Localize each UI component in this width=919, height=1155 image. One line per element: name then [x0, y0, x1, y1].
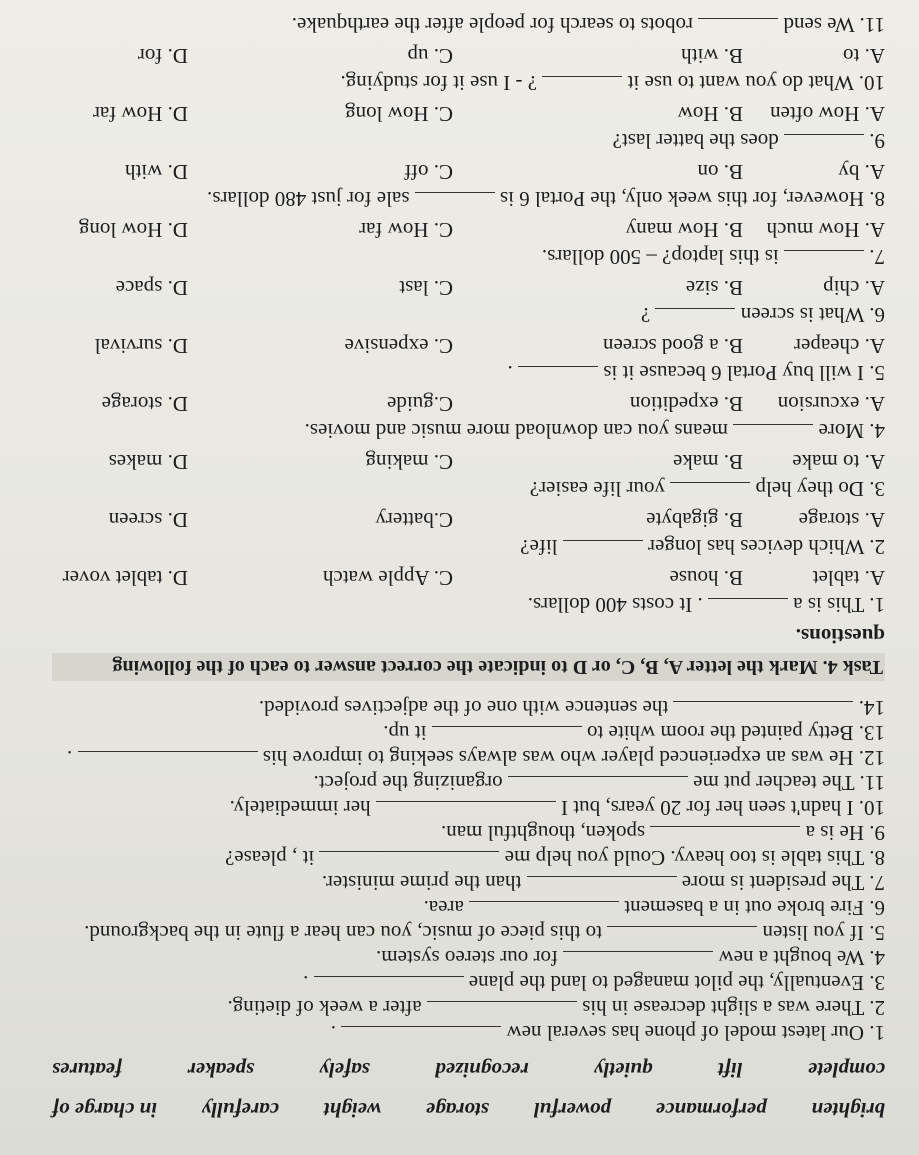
word-bank-word: brighten [811, 1098, 885, 1122]
item-number: 2. [864, 996, 885, 1020]
question-stem [52, 591, 885, 618]
word-bank-word: powerful [533, 1098, 611, 1122]
answer-blank[interactable] [656, 308, 736, 326]
answer-blank[interactable] [376, 801, 556, 819]
item-number: 7. [864, 871, 885, 895]
answer-option[interactable]: A. How much [766, 218, 885, 242]
word-bank-word: features [52, 1058, 123, 1082]
question-stem [52, 243, 885, 270]
fill-in-sentence [52, 720, 885, 745]
sentence-start: Betty painted the room white to [581, 721, 854, 745]
sentence-end: the sentence with one of the adjectives provided. [258, 696, 674, 720]
item-number: 12. [853, 746, 885, 770]
question-end: robots to search for people after the earthquake. [291, 13, 699, 37]
question-end: life? [520, 535, 563, 559]
sentence-start: The president is more [676, 871, 865, 895]
sentence-start: He is a [800, 821, 864, 845]
question-start: Which devices has longer [642, 535, 865, 559]
sentence-end: it , please? [224, 846, 320, 870]
sentence-start: This table is too heavy. Could you help me [499, 846, 865, 870]
fill-in-sentence [52, 795, 885, 820]
fill-in-sentence [52, 920, 885, 945]
question-number: 1. [864, 593, 885, 617]
question-start: What do you want to use it [622, 71, 854, 95]
sentence-start: I hadn't seen her for 20 years, but I [555, 796, 854, 820]
item-number: 10. [853, 796, 885, 820]
answer-option[interactable]: A. chip [823, 276, 885, 300]
question-number: 3. [864, 477, 885, 501]
answer-options [52, 506, 885, 533]
answer-option[interactable]: C.guide [387, 392, 453, 416]
fill-in-sentence [52, 1020, 885, 1045]
sentence-start: If you listen [757, 921, 864, 945]
answer-option[interactable]: D. storage [101, 392, 188, 416]
answer-blank[interactable] [341, 1026, 501, 1044]
question-start: This is a [787, 593, 865, 617]
answer-option[interactable]: A. How often [770, 102, 885, 126]
question-number: 8. [864, 187, 885, 211]
answer-option[interactable]: C. How long [345, 102, 453, 126]
question-start: I will buy Portal 6 because it is [598, 361, 864, 385]
sentence-end: . [67, 746, 78, 770]
word-bank [52, 1053, 885, 1127]
sentence-end: to this piece of music, you can hear a flute in the background. [84, 921, 608, 945]
answer-option[interactable]: C. last [399, 276, 453, 300]
item-number: 11. [854, 771, 885, 795]
answer-option[interactable]: B. How [677, 102, 743, 126]
word-bank-row [52, 1053, 885, 1087]
task4-heading [52, 653, 885, 681]
sentence-end: her immediately. [229, 796, 376, 820]
answer-option[interactable]: A. to make [792, 450, 885, 474]
item-number: 14. [853, 696, 885, 720]
question-start: More [813, 419, 864, 443]
question-number: 6. [864, 303, 885, 327]
answer-blank[interactable] [432, 726, 582, 744]
answer-option[interactable]: D. space [115, 276, 188, 300]
question-number: 7. [864, 245, 885, 269]
question-start: What is screen [735, 303, 865, 327]
question-start: Do they help [750, 477, 864, 501]
answer-option[interactable]: B. size [685, 276, 743, 300]
question-number: 2. [864, 535, 885, 559]
question-stem [52, 69, 885, 96]
word-bank-word: carefully [201, 1098, 279, 1122]
answer-option[interactable]: B. How many [625, 218, 743, 242]
word-bank-word: storage [425, 1098, 489, 1122]
answer-option[interactable]: D. survival [94, 334, 188, 358]
question-stem [52, 417, 885, 444]
word-bank-word: weight [323, 1098, 381, 1122]
answer-blank[interactable] [518, 366, 598, 384]
question-number: 9. [864, 129, 885, 153]
answer-option[interactable]: C. up [407, 44, 453, 68]
fill-in-sentence [52, 745, 885, 770]
question-number: 4. [864, 419, 885, 443]
question-stem [52, 533, 885, 560]
answer-option[interactable]: D. with [125, 160, 188, 184]
answer-option[interactable]: A. storage [798, 508, 885, 532]
fill-in-sentence [52, 770, 885, 795]
answer-blank[interactable] [319, 851, 499, 869]
answer-options [52, 564, 885, 591]
word-bank-word: lift [718, 1058, 743, 1082]
answer-blank[interactable] [674, 701, 854, 719]
answer-blank[interactable] [708, 598, 788, 616]
sentence-end: it up. [383, 721, 432, 745]
answer-option[interactable]: A. to [843, 44, 885, 68]
question-end: does the batter last? [612, 129, 784, 153]
answer-blank[interactable] [784, 250, 864, 268]
answer-blank[interactable] [563, 951, 713, 969]
answer-option[interactable]: A. by [838, 160, 885, 184]
word-bank-word: safely [319, 1058, 370, 1082]
question-start: We send [778, 13, 855, 37]
question-stem [52, 359, 885, 386]
sentence-start: Fire broke out in a basement [619, 896, 864, 920]
answer-blank[interactable] [563, 540, 643, 558]
fill-in-sentence [52, 995, 885, 1020]
question-number: 10. [853, 71, 885, 95]
answer-blank[interactable] [650, 826, 800, 844]
answer-option[interactable]: B. gigabyte [646, 508, 743, 532]
answer-options [52, 216, 885, 243]
fill-in-sentence [52, 895, 885, 920]
item-number: 6. [864, 896, 885, 920]
answer-option[interactable]: C. Apple watch [322, 566, 453, 590]
question-stem [52, 185, 885, 212]
word-bank-word: complete [808, 1058, 885, 1082]
question-stem [52, 11, 885, 38]
question-end: is this laptop? – 500 dollars. [541, 245, 784, 269]
sentence-end: organizing the project. [313, 771, 508, 795]
item-number: 9. [864, 821, 885, 845]
sentence-end: area. [423, 896, 470, 920]
answer-blank[interactable] [415, 192, 495, 210]
fill-in-sentence [52, 845, 885, 870]
answer-options [52, 158, 885, 185]
answer-options [52, 448, 885, 475]
answer-options [52, 42, 885, 69]
question-number: 11. [854, 13, 885, 37]
item-number: 13. [853, 721, 885, 745]
question-end: ? [640, 303, 656, 327]
question-end: . It costs 400 dollars. [527, 593, 708, 617]
sentence-start: Eventually, the pilot managed to land the plane [463, 971, 864, 995]
answer-options [52, 100, 885, 127]
answer-option[interactable]: B. house [669, 566, 743, 590]
answer-option[interactable]: D. screen [108, 508, 188, 532]
question-number: 5. [864, 361, 885, 385]
answer-option[interactable]: B. a good screen [603, 334, 743, 358]
answer-option[interactable]: C. expensive [344, 334, 453, 358]
sentence-end: for our stereo system. [376, 946, 564, 970]
word-bank-word: quietly [594, 1058, 653, 1082]
fill-in-sentence [52, 695, 885, 720]
answer-blank[interactable] [527, 876, 677, 894]
answer-option[interactable]: B. with [681, 44, 743, 68]
fill-in-sentence [52, 870, 885, 895]
sentence-start: Our latest model of phone has several new [501, 1021, 864, 1045]
question-end: your life easier? [529, 477, 671, 501]
answer-option[interactable]: D. for [137, 44, 188, 68]
answer-blank[interactable] [670, 482, 750, 500]
answer-blank[interactable] [469, 901, 619, 919]
answer-option[interactable]: A. tablet [812, 566, 885, 590]
word-bank-word: performance [655, 1098, 767, 1122]
answer-blank[interactable] [698, 18, 778, 36]
answer-options [52, 274, 885, 301]
task4-questions [52, 11, 885, 618]
question-end: means you can download more music and movies. [304, 419, 734, 443]
task4-heading-cont: questions. [795, 624, 885, 648]
answer-blank[interactable] [314, 976, 464, 994]
question-end: ? - I use it for studying. [340, 71, 543, 95]
answer-option[interactable]: B. make [673, 450, 743, 474]
word-bank-word: recognized [435, 1058, 529, 1082]
answer-option[interactable]: C. How far [359, 218, 453, 242]
answer-option[interactable]: C. making [365, 450, 453, 474]
answer-option[interactable]: C. off [404, 160, 453, 184]
answer-blank[interactable] [607, 926, 757, 944]
sentence-end: . [303, 971, 314, 995]
sentence-start: There was a slight decrease in his [576, 996, 865, 1020]
answer-option[interactable]: D. makes [108, 450, 188, 474]
answer-options [52, 332, 885, 359]
item-number: 1. [864, 1021, 885, 1045]
answer-options [52, 390, 885, 417]
answer-option[interactable]: A. cheaper [794, 334, 885, 358]
sentence-start: We bought a new [713, 946, 865, 970]
answer-option[interactable]: D. tablet vover [62, 566, 188, 590]
answer-option[interactable]: A. excursion [777, 392, 885, 416]
fill-in-sentence [52, 820, 885, 845]
question-stem [52, 127, 885, 154]
task4-heading-text: Task 4. Mark the letter A, B, C, or D to indicate the correct answer to each of the following [112, 656, 883, 678]
question-stem [52, 475, 885, 502]
sentence-end: than the prime minister. [321, 871, 527, 895]
word-bank-row [52, 1093, 885, 1127]
answer-option[interactable]: B. expedition [629, 392, 743, 416]
sentence-end: spoken, thoughtful man. [441, 821, 651, 845]
sentence-end: after a week of dieting. [227, 996, 427, 1020]
answer-blank[interactable] [427, 1001, 577, 1019]
item-number: 8. [864, 846, 885, 870]
sentence-end: . [330, 1021, 342, 1045]
item-number: 3. [864, 971, 885, 995]
answer-blank[interactable] [784, 134, 864, 152]
sentence-start: The teacher put me [687, 771, 855, 795]
fill-in-sentence [52, 945, 885, 970]
answer-option[interactable]: C.battery [375, 508, 453, 532]
answer-blank[interactable] [542, 76, 622, 94]
item-number: 4. [864, 946, 885, 970]
answer-blank[interactable] [733, 424, 813, 442]
item-number: 5. [864, 921, 885, 945]
answer-option[interactable]: D. How long [78, 218, 188, 242]
question-end: sale for just 480 dollars. [207, 187, 415, 211]
answer-option[interactable]: D. How far [92, 102, 188, 126]
sentence-start: He was an experienced player who was always seeking to improve his [257, 746, 854, 770]
answer-blank[interactable] [78, 751, 258, 769]
word-bank-word: in charge of [52, 1098, 158, 1122]
question-start: However, for this week only, the Portal 6 is [494, 187, 864, 211]
word-bank-word: speaker [187, 1058, 255, 1082]
answer-blank[interactable] [508, 776, 688, 794]
question-stem [52, 301, 885, 328]
answer-option[interactable]: B. on [697, 160, 743, 184]
question-end: . [507, 361, 519, 385]
fill-in-sentence [52, 970, 885, 995]
task3-exercise [52, 695, 885, 1045]
